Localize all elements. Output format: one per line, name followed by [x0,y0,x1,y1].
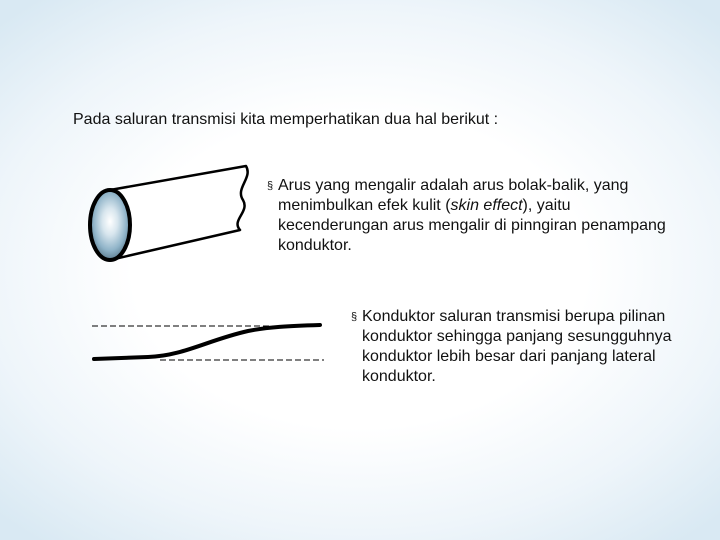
cylinder-cross-section [90,190,130,260]
skin-effect-term: skin effect [450,197,523,214]
conductor-wire-curve [94,325,320,359]
bullet-marker: § [351,311,358,323]
conductor-length-illustration [88,316,328,372]
bullet-marker: § [267,180,274,192]
bullet-text: Arus yang mengalir adalah arus bolak-balik, yang menimbulkan efek kulit (skin effect), yaitu kecenderungan arus mengalir di pinngiran penampang konduktor. [278,177,666,254]
bullet-skin-effect [267,176,667,256]
intro-text: Pada saluran transmisi kita memperhatikan dua hal berikut : [73,111,499,128]
bullet-text: Konduktor saluran transmisi berupa pilinan konduktor sehingga panjang sesungguhnya konduktor lebih besar dari panjang lateral konduktor. [362,308,672,385]
bullet-conductor-length [351,307,691,387]
conductor-cylinder-illustration [85,158,255,268]
